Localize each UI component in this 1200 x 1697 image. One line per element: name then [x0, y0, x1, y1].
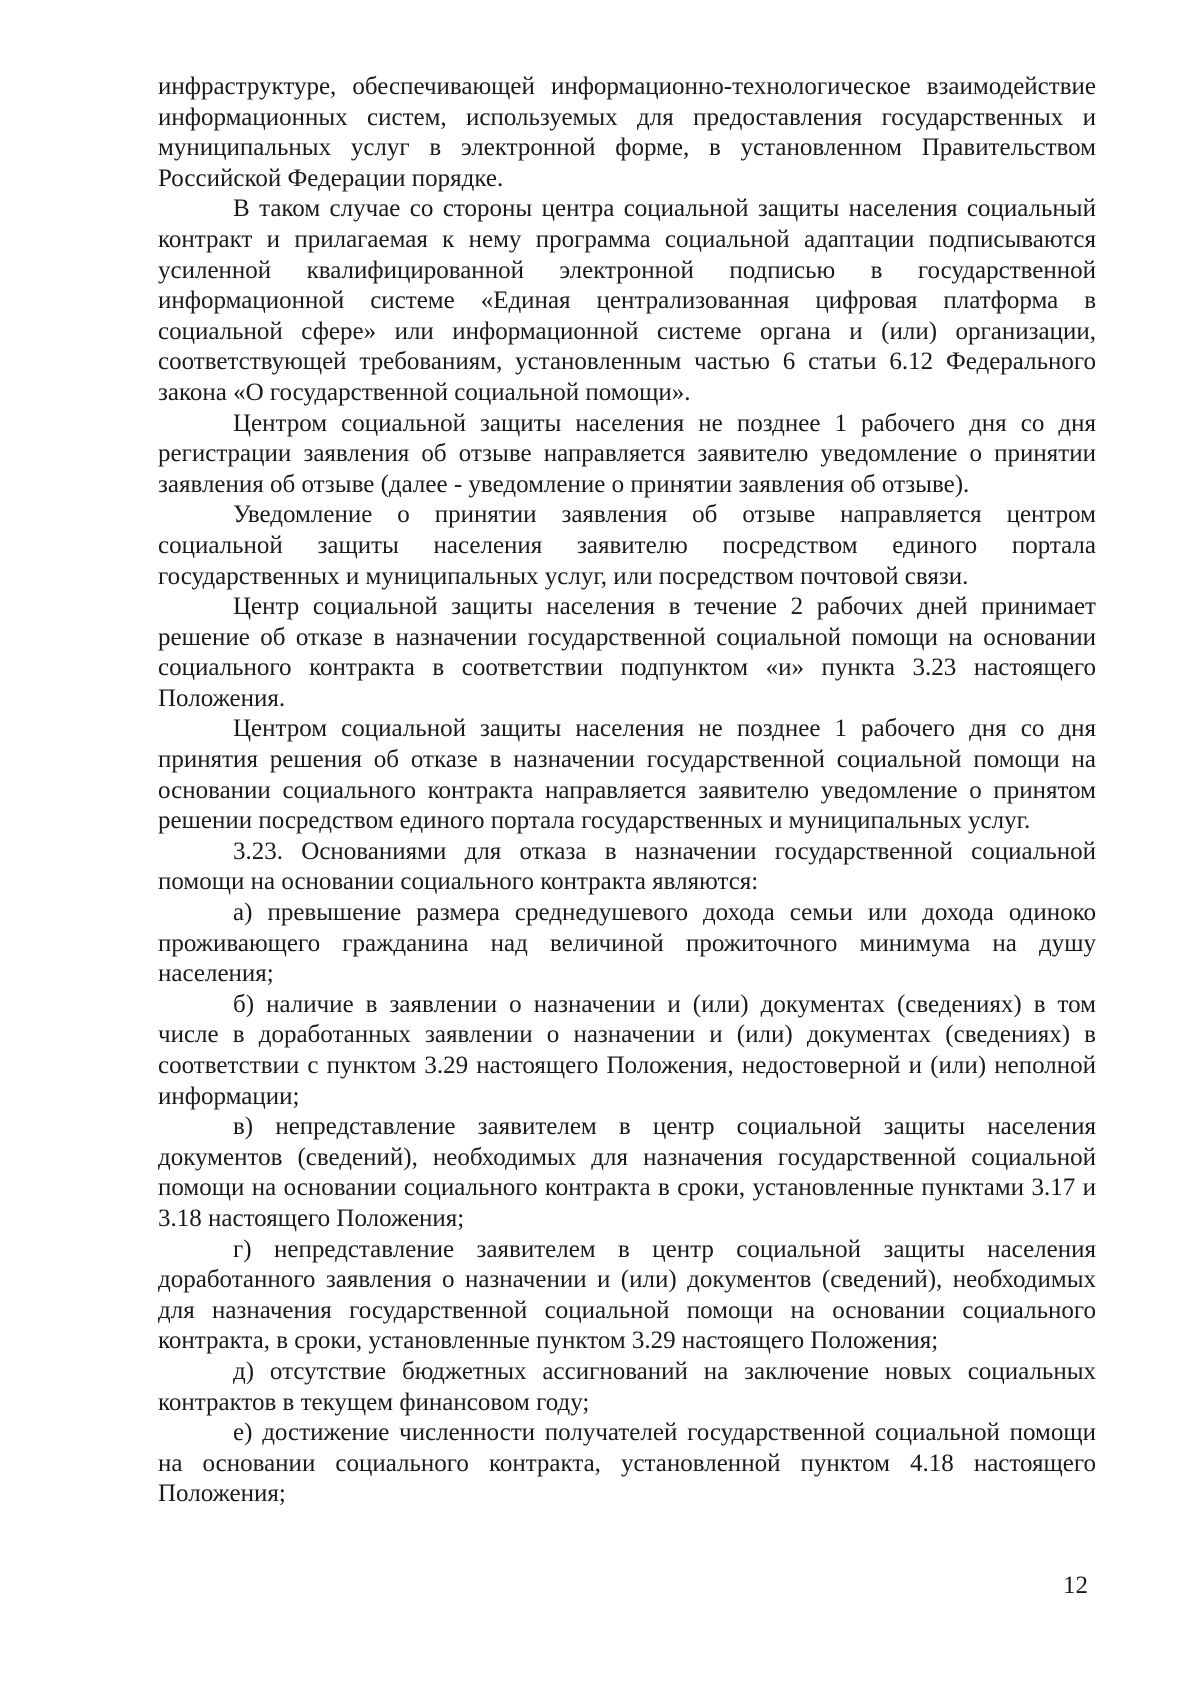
- list-item-g: г) непредставление заявителем в центр социальной защиты населения доработанного заявления о назначении и (или) документов (сведений), необходимых для назначения государственной социальной помощи на основании социального контракта, в сроки, установленные пунктом 3.29 настоящего Положения;: [158, 1235, 1096, 1355]
- page-number: 12: [1063, 1572, 1088, 1599]
- list-item-v: в) непредставление заявителем в центр социальной защиты населения документов (сведений), необходимых для назначения государственной социальной помощи на основании социального контракта в сроки, установленные пунктами 3.17 и 3.18 настоящего Положения;: [158, 1113, 1096, 1232]
- paragraph-continuation: инфраструктуре, обеспечивающей информационно-технологическое взаимодействие информационных систем, используемых для предоставления государственных и муниципальных услуг в электронной форме, в установленном Правительством Российской Федерации порядке.: [158, 73, 1096, 192]
- document-body: [158, 72, 1096, 1510]
- list-item-a: а) превышение размера среднедушевого дохода семьи или дохода одиноко проживающего гражданина над величиной прожиточного минимума на душу населения;: [158, 899, 1096, 988]
- paragraph-withdrawal-notice: Центром социальной защиты населения не позднее 1 рабочего дня со дня регистрации заявления об отзыве направляется заявителю уведомление о принятии заявления об отзыве (далее - уведомление о принятии заявления об отзыве).: [158, 409, 1096, 498]
- paragraph-refusal-notice: Центром социальной защиты населения не позднее 1 рабочего дня со дня принятия решения об отказе в назначении государственной социальной помощи на основании социального контракта направляется заявителю уведомление о принятом решении посредством единого портала государственных и муниципальных услуг.: [158, 715, 1096, 835]
- section-3-23-heading: 3.23. Основаниями для отказа в назначении государственной социальной помощи на основании социального контракта являются:: [158, 837, 1096, 896]
- paragraph-refusal-decision: Центр социальной защиты населения в течение 2 рабочих дней принимает решение об отказе в назначении государственной социальной помощи на основании социального контракта в соответствии подпунктом «и» пункта 3.23 настоящего Положения.: [158, 593, 1096, 712]
- paragraph-notice-delivery: Уведомление о принятии заявления об отзыве направляется центром социальной защиты населения заявителю посредством единого портала государственных и муниципальных услуг, или посредством почтовой связи.: [158, 501, 1096, 590]
- paragraph-signature-procedure: В таком случае со стороны центра социальной защиты населения социальный контракт и прилагаемая к нему программа социальной адаптации подписываются усиленной квалифицированной электронной подписью в государственной информационной системе «Единая централизованная цифровая платформа в социальной сфере» или информационной системе органа и (или) организации, соответствующей требованиям, установленным частью 6 статьи 6.12 Федерального закона «О государственной социальной помощи».: [158, 195, 1096, 406]
- list-item-d: д) отсутствие бюджетных ассигнований на заключение новых социальных контрактов в текущем финансовом году;: [158, 1357, 1096, 1416]
- list-item-b: б) наличие в заявлении о назначении и (или) документах (сведениях) в том числе в доработанных заявлении о назначении и (или) документах (сведениях) в соответствии с пунктом 3.29 настоящего Положения, недостоверной и (или) неполной информации;: [158, 990, 1096, 1110]
- list-item-e: е) достижение численности получателей государственной социальной помощи на основании социального контракта, установленной пунктом 4.18 настоящего Положения;: [158, 1419, 1096, 1508]
